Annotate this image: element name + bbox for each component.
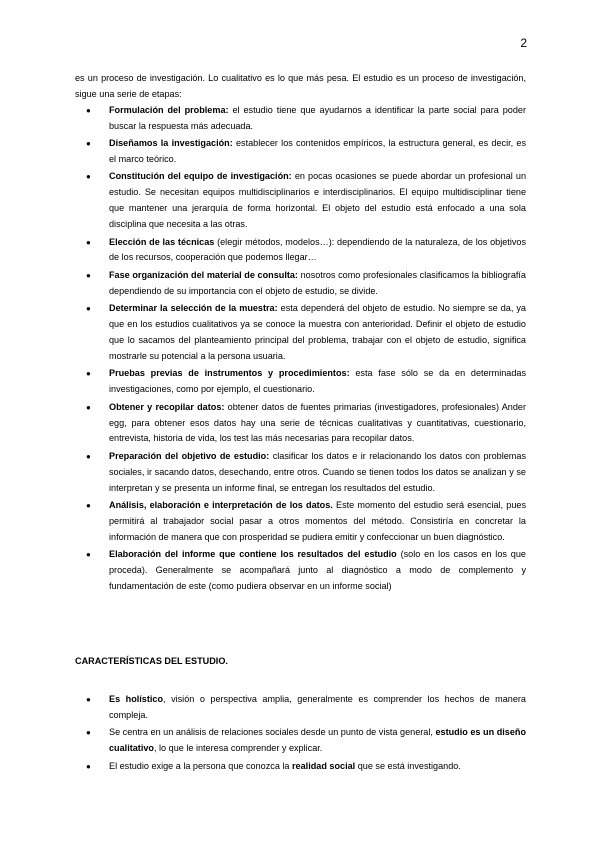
characteristic-pre: El estudio exige a la persona que conozca la [109,760,293,771]
document-body [75,71,526,776]
bullet-icon: ● [86,550,91,560]
bullet-icon: ● [86,501,91,511]
characteristic-item [75,692,526,724]
bullet-icon: ● [86,139,91,149]
stage-text: (elegir métodos, modelos…): dependiendo de la naturaleza, de los objetivos de los recursos, cooperación que podemos llegar… [109,236,526,263]
bullet-icon: ● [86,451,91,461]
bullet-icon: ● [86,694,91,704]
stage-item [75,400,526,448]
stage-item [75,136,526,168]
bullet-icon: ● [86,270,91,280]
section-heading: CARACTERÍSTICAS DEL ESTUDIO. [75,656,228,666]
stage-title: Diseñamos la investigación: [109,138,233,149]
characteristic-item [75,759,526,775]
bullet-icon: ● [86,172,91,182]
stage-title: Análisis, elaboración e interpretación de los datos. [109,500,333,511]
stage-text: nosotros como profesionales clasificamos la bibliografía dependiendo de su importancia con el objeto de estudio, se divide. [109,269,526,296]
characteristics-list [75,692,526,775]
stage-item [75,235,526,267]
stage-title: Elección de las técnicas [109,236,215,247]
stage-text: obtener datos de fuentes primarias (investigadores, profesionales) Ander egg, para obtener esos datos hay una serie de técnicas cualitativas y cuantitativas, cuestionario, entrevista, historia de vida, los test las más necesarias para recopilar datos. [109,401,526,444]
characteristic-item [75,725,526,757]
stage-item [75,268,526,300]
characteristic-bold: estudio es un diseño cualitativo [109,727,526,754]
stage-text: esta fase sólo se da en determinadas investigaciones, como por ejemplo, el cuestionario. [109,368,526,395]
stage-title: Elaboración del informe que contiene los resultados del estudio [109,549,397,560]
stage-text: (solo en los casos en los que proceda). Generalmente se acompañará junto al diagnóstico a modo de complemento y fundamentación de este (como pudiera observar en un informe social) [109,549,526,592]
stage-title: Obtener y recopilar datos: [109,401,225,412]
intro-paragraph: es un proceso de investigación. Lo cualitativo es lo que más pesa. El estudio es un proceso de investigación, sigue una serie de etapas: [75,73,526,99]
stage-item [75,301,526,365]
characteristic-bold: realidad social [292,760,356,771]
stage-title: Fase organización del material de consulta: [109,269,298,280]
bullet-icon: ● [86,728,91,738]
stage-text: Este momento del estudio será esencial, pues permitirá al trabajador social pasar a otros momentos del método. Consistiría en concretar la información de manera que con prosperidad se pudiera emitir y confeccionar un buen diagnóstico. [109,500,526,542]
stage-title: Formulación del problema: [109,104,229,115]
bullet-icon: ● [86,369,91,379]
stage-item [75,547,526,595]
characteristic-pre: Se centra en un análisis de relaciones sociales desde un punto de vista general, [109,727,436,738]
characteristic-bold: Es holístico [109,693,164,704]
stage-item [75,366,526,398]
characteristic-text: , visión o perspectiva amplia, generalmente es comprender los hechos de manera compleja. [109,693,526,720]
stage-text: establecer los contenidos empíricos, la estructura general, es decir, es el marco teórico. [109,138,526,165]
stage-item [75,169,526,233]
stage-item [75,498,526,546]
stage-title: Preparación del objetivo de estudio: [109,450,270,461]
characteristic-text: que se está investigando. [355,760,461,771]
bullet-icon: ● [86,402,91,412]
bullet-icon: ● [86,304,91,314]
stage-item [75,103,526,135]
page-number: 2 [520,36,527,50]
stage-text: clasificar los datos e ir relacionando los datos con problemas sociales, ir sacando datos, desechando, entre otros. Cuando se tienen todos los datos se analizan y se interpretan y se presenta un informe final, se entregan los resultados del estudio. [109,450,526,493]
stage-title: Determinar la selección de la muestra: [109,303,278,314]
stage-text: esta dependerá del objeto de estudio. No siempre se da, ya que en los estudios cualitativos ya se conoce la muestra con anterioridad. Definir el objeto de estudio que lo sacamos del planteamiento principal del problema, trabajar con el objeto de estudio, significa mostrarle su potencial a la persona usuaria. [109,303,526,361]
stage-title: Pruebas previas de instrumentos y procedimientos: [109,368,350,379]
bullet-icon: ● [86,237,91,247]
stages-list [75,103,526,595]
stage-text: el estudio tiene que ayudarnos a identificar la parte social para poder buscar la respuesta más adecuada. [109,104,527,131]
stage-item [75,449,526,497]
stage-title: Constitución del equipo de investigación: [109,171,292,182]
bullet-icon: ● [86,105,91,115]
stage-text: en pocas ocasiones se puede abordar un profesional un estudio. Se necesitan equipos multidisciplinarios e interdisciplinarios. El equipo multidisciplinar tiene que mantener una jerarquía de forma horizontal. El objeto del estudio está enfocado a una sola disciplina que necesita a las otras. [109,171,526,230]
bullet-icon: ● [86,761,91,771]
characteristic-text: , lo que le interesa comprender y explicar. [153,743,323,754]
